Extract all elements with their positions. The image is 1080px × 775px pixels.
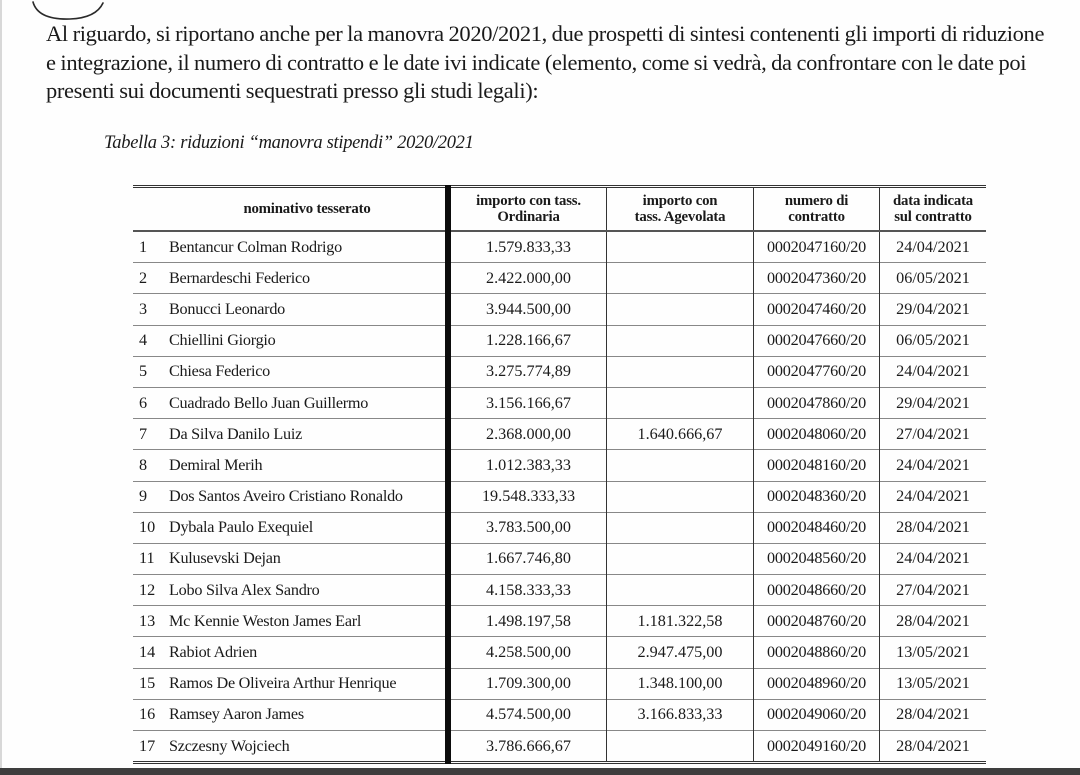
table-row <box>133 450 986 481</box>
table-row <box>133 419 986 450</box>
header-ordinary-line2: Ordinaria <box>497 209 560 225</box>
amount-ordinary: 2.422.000,00 <box>448 263 607 294</box>
amount-reduced <box>607 325 754 356</box>
amount-reduced <box>607 575 754 606</box>
table-row <box>133 543 986 574</box>
amount-ordinary: 3.275.774,89 <box>448 356 607 387</box>
row-index: 14 <box>139 643 156 662</box>
amount-reduced <box>607 512 754 543</box>
contract-number: 0002048960/20 <box>754 668 880 699</box>
contract-date: 28/04/2021 <box>880 512 987 543</box>
contract-number: 0002047460/20 <box>754 294 880 325</box>
amount-reduced <box>607 731 754 763</box>
amount-ordinary: 1.498.197,58 <box>448 606 607 637</box>
amount-ordinary: 19.548.333,33 <box>448 481 607 512</box>
player-name: Bentancur Colman Rodrigo <box>169 237 342 256</box>
table-row <box>133 481 986 512</box>
contract-date: 29/04/2021 <box>880 387 987 418</box>
contract-number: 0002048560/20 <box>754 543 880 574</box>
contract-number: 0002048160/20 <box>754 450 880 481</box>
reductions-table <box>133 185 986 764</box>
header-reduced-line1: importo con <box>642 192 718 209</box>
viewer-bottom-bar <box>0 768 1080 775</box>
contract-date: 24/04/2021 <box>880 481 987 512</box>
table-row <box>133 294 986 325</box>
row-index: 10 <box>139 518 156 537</box>
player-name: Chiesa Federico <box>169 362 270 381</box>
header-date <box>880 187 987 232</box>
contract-number: 0002047660/20 <box>754 325 880 356</box>
header-contract <box>754 187 880 232</box>
header-date-line2: sul contratto <box>894 209 972 225</box>
player-name: Dybala Paulo Exequiel <box>169 518 313 537</box>
table-row <box>133 575 986 606</box>
amount-ordinary: 1.228.166,67 <box>448 325 607 356</box>
contract-number: 0002047160/20 <box>754 231 880 263</box>
amount-ordinary: 3.944.500,00 <box>448 294 607 325</box>
header-name: nominativo tesserato <box>243 200 371 217</box>
contract-date: 24/04/2021 <box>880 231 987 263</box>
header-ordinary <box>448 187 607 232</box>
row-index: 5 <box>139 362 148 381</box>
player-name: Bernardeschi Federico <box>169 268 310 287</box>
amount-reduced: 3.166.833,33 <box>607 699 754 730</box>
player-name: Ramos De Oliveira Arthur Henrique <box>169 674 397 693</box>
amount-reduced <box>607 450 754 481</box>
player-name: Demiral Merih <box>169 455 263 474</box>
amount-ordinary: 1.579.833,33 <box>448 231 607 263</box>
contract-date: 27/04/2021 <box>880 419 987 450</box>
amount-ordinary: 4.158.333,33 <box>448 575 607 606</box>
contract-date: 06/05/2021 <box>880 263 987 294</box>
contract-number: 0002048460/20 <box>754 512 880 543</box>
table-header-row <box>133 187 986 232</box>
row-index: 9 <box>139 487 148 506</box>
page-edge <box>0 0 2 768</box>
table-row <box>133 263 986 294</box>
contract-date: 24/04/2021 <box>880 543 987 574</box>
contract-number: 0002047760/20 <box>754 356 880 387</box>
amount-reduced: 2.947.475,00 <box>607 637 754 668</box>
contract-number: 0002049060/20 <box>754 699 880 730</box>
table-row <box>133 731 986 763</box>
contract-number: 0002048060/20 <box>754 419 880 450</box>
table-row <box>133 606 986 637</box>
amount-ordinary: 4.574.500,00 <box>448 699 607 730</box>
row-index: 6 <box>139 393 148 412</box>
table-row <box>133 231 986 263</box>
row-index: 15 <box>139 674 156 693</box>
row-index: 13 <box>139 611 156 630</box>
table-row <box>133 699 986 730</box>
contract-date: 28/04/2021 <box>880 606 987 637</box>
header-ordinary-line1: importo con tass. <box>476 192 581 209</box>
player-name: Lobo Silva Alex Sandro <box>169 580 320 599</box>
contract-number: 0002048760/20 <box>754 606 880 637</box>
header-reduced <box>607 187 754 232</box>
contract-number: 0002047860/20 <box>754 387 880 418</box>
contract-number: 0002048660/20 <box>754 575 880 606</box>
table-row <box>133 512 986 543</box>
amount-ordinary: 3.786.666,67 <box>448 731 607 763</box>
amount-ordinary: 1.667.746,80 <box>448 543 607 574</box>
row-index: 1 <box>139 237 148 256</box>
amount-ordinary: 1.012.383,33 <box>448 450 607 481</box>
row-index: 4 <box>139 331 148 350</box>
contract-date: 06/05/2021 <box>880 325 987 356</box>
table-row <box>133 668 986 699</box>
row-index: 12 <box>139 580 156 599</box>
row-index: 2 <box>139 268 148 287</box>
table-caption: Tabella 3: riduzioni “manovra stipendi” 2020/2021 <box>104 133 474 153</box>
amount-reduced: 1.640.666,67 <box>607 419 754 450</box>
contract-date: 27/04/2021 <box>880 575 987 606</box>
contract-number: 0002047360/20 <box>754 263 880 294</box>
header-reduced-line2: tass. Agevolata <box>634 209 726 225</box>
amount-ordinary: 3.783.500,00 <box>448 512 607 543</box>
row-index: 16 <box>139 705 156 724</box>
row-index: 7 <box>139 424 148 443</box>
player-name: Mc Kennie Weston James Earl <box>169 611 362 630</box>
contract-number: 0002049160/20 <box>754 731 880 763</box>
player-name: Da Silva Danilo Luiz <box>169 424 303 443</box>
amount-ordinary: 2.368.000,00 <box>448 419 607 450</box>
amount-ordinary: 4.258.500,00 <box>448 637 607 668</box>
header-index <box>133 187 169 232</box>
row-index: 17 <box>139 736 156 755</box>
contract-date: 28/04/2021 <box>880 731 987 763</box>
table-body <box>133 231 986 763</box>
table-row <box>133 637 986 668</box>
player-name: Rabiot Adrien <box>169 643 258 662</box>
amount-ordinary: 1.709.300,00 <box>448 668 607 699</box>
contract-date: 24/04/2021 <box>880 450 987 481</box>
header-contract-line1: numero di <box>784 192 849 209</box>
contract-date: 28/04/2021 <box>880 699 987 730</box>
amount-reduced: 1.181.322,58 <box>607 606 754 637</box>
intro-paragraph: Al riguardo, si riportano anche per la manovra 2020/2021, due prospetti di sintesi contenenti gli importi di riduzione e integrazione, il numero di contratto e le date ivi indicate (elemento, come si vedrà, da confrontare con le date poi presenti sui documenti sequestrati presso gli studi legali): <box>46 21 1045 103</box>
contract-date: 13/05/2021 <box>880 668 987 699</box>
amount-reduced <box>607 263 754 294</box>
header-contract-line2: contratto <box>788 209 845 225</box>
row-index: 3 <box>139 299 148 318</box>
amount-reduced <box>607 356 754 387</box>
table-row <box>133 387 986 418</box>
player-name: Cuadrado Bello Juan Guillermo <box>169 393 369 412</box>
amount-reduced <box>607 294 754 325</box>
player-name: Bonucci Leonardo <box>169 299 286 318</box>
contract-date: 29/04/2021 <box>880 294 987 325</box>
amount-ordinary: 3.156.166,67 <box>448 387 607 418</box>
amount-reduced <box>607 543 754 574</box>
table-row <box>133 356 986 387</box>
amount-reduced <box>607 481 754 512</box>
player-name: Szczesny Wojciech <box>169 736 290 755</box>
player-name: Kulusevski Dejan <box>169 549 281 568</box>
player-name: Dos Santos Aveiro Cristiano Ronaldo <box>169 487 403 506</box>
contract-date: 24/04/2021 <box>880 356 987 387</box>
amount-reduced: 1.348.100,00 <box>607 668 754 699</box>
amount-reduced <box>607 231 754 263</box>
row-index: 11 <box>139 549 155 568</box>
player-name: Chiellini Giorgio <box>169 331 276 350</box>
table-row <box>133 325 986 356</box>
contract-number: 0002048860/20 <box>754 637 880 668</box>
row-index: 8 <box>139 455 148 474</box>
amount-reduced <box>607 387 754 418</box>
header-date-line1: data indicata <box>892 192 974 209</box>
contract-number: 0002048360/20 <box>754 481 880 512</box>
player-name: Ramsey Aaron James <box>169 705 304 724</box>
contract-date: 13/05/2021 <box>880 637 987 668</box>
